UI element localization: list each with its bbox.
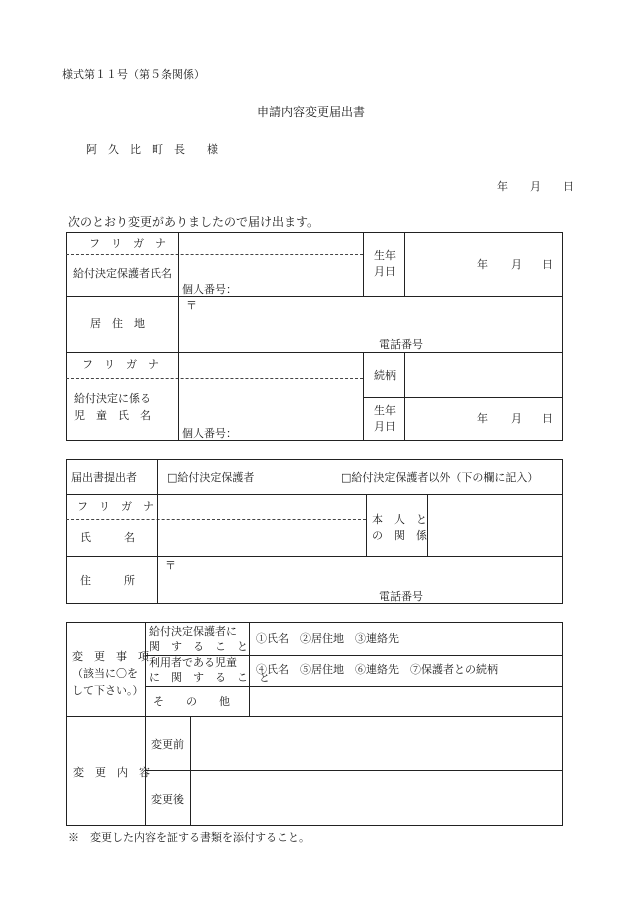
attachment-note: ※ 変更した内容を証する書類を添付すること。 [68, 831, 310, 844]
submitter-phone-label: 電話番号 [379, 590, 423, 603]
relation-label-2: の 関 係 [372, 529, 427, 542]
intro-text: 次のとおり変更がありましたので届け出ます。 [68, 215, 320, 229]
child-change-options[interactable]: ④氏名 ⑤居住地 ⑥連絡先 ⑦保護者との続柄 [256, 663, 498, 676]
birth-label-2: 月日 [374, 265, 396, 278]
birth-month-label: 月 [511, 258, 522, 271]
date-month-label: 月 [530, 180, 541, 193]
submitter-address-label: 住 所 [80, 574, 135, 587]
submitter-label: 届出書提出者 [71, 471, 137, 484]
guardian-name-label: 給付決定保護者氏名 [73, 267, 172, 280]
change-items-label-2: （該当に〇を [72, 667, 138, 680]
child-birth-label-2: 月日 [374, 420, 396, 433]
phone-label: 電話番号 [379, 338, 423, 351]
birth-year-label: 年 [477, 258, 488, 271]
relation-label-1: 本 人 と [372, 513, 427, 526]
submitter-postal-mark: 〒 [165, 559, 176, 572]
date-day-label: 日 [563, 180, 574, 193]
change-content-label: 変 更 内 容 [73, 766, 150, 779]
child-birth-label-1: 生年 [374, 404, 396, 417]
postal-mark: 〒 [186, 299, 197, 312]
birth-label-1: 生年 [374, 249, 396, 262]
guardian-change-options[interactable]: ①氏名 ②居住地 ③連絡先 [256, 632, 399, 645]
furigana-label: フ リ ガ ナ [89, 237, 166, 250]
birth-day-label: 日 [542, 258, 553, 271]
personal-number-label: 個人番号： [182, 283, 237, 296]
form-number: 様式第１１号（第５条関係） [62, 68, 205, 81]
child-name-label-1: 給付決定に係る [74, 392, 151, 405]
child-furigana-label: フ リ ガ ナ [82, 358, 159, 371]
child-category-1: 利用者である児童 [149, 656, 237, 669]
child-birth-day-label: 日 [542, 412, 553, 425]
guardian-category-2: 関 す る こ と [149, 640, 248, 653]
after-label: 変更後 [151, 793, 184, 806]
relation-label: 続柄 [374, 369, 396, 382]
child-name-label-2: 児 童 氏 名 [74, 409, 151, 422]
form-title: 申請内容変更届出書 [257, 105, 366, 119]
submitter-furigana-label: フ リ ガ ナ [77, 500, 154, 513]
child-personal-number-label: 個人番号： [182, 427, 237, 440]
child-category-2: に 関 す る こ と [149, 671, 270, 684]
submitter-name-label: 氏 名 [80, 531, 135, 544]
checkbox-guardian[interactable]: □給付決定保護者 [167, 471, 255, 484]
before-label: 変更前 [151, 738, 184, 751]
child-birth-year-label: 年 [477, 412, 488, 425]
change-items-label-3: して下さい。） [72, 684, 144, 697]
addressee: 阿 久 比 町 長 様 [86, 143, 218, 156]
address-label: 居 住 地 [90, 317, 145, 330]
change-items-label-1: 変 更 事 項 [72, 650, 149, 663]
date-year-label: 年 [497, 180, 508, 193]
checkbox-other[interactable]: □給付決定保護者以外（下の欄に記入） [341, 471, 539, 484]
other-label: そ の 他 [153, 695, 230, 708]
guardian-category-1: 給付決定保護者に [149, 625, 237, 638]
child-birth-month-label: 月 [511, 412, 522, 425]
